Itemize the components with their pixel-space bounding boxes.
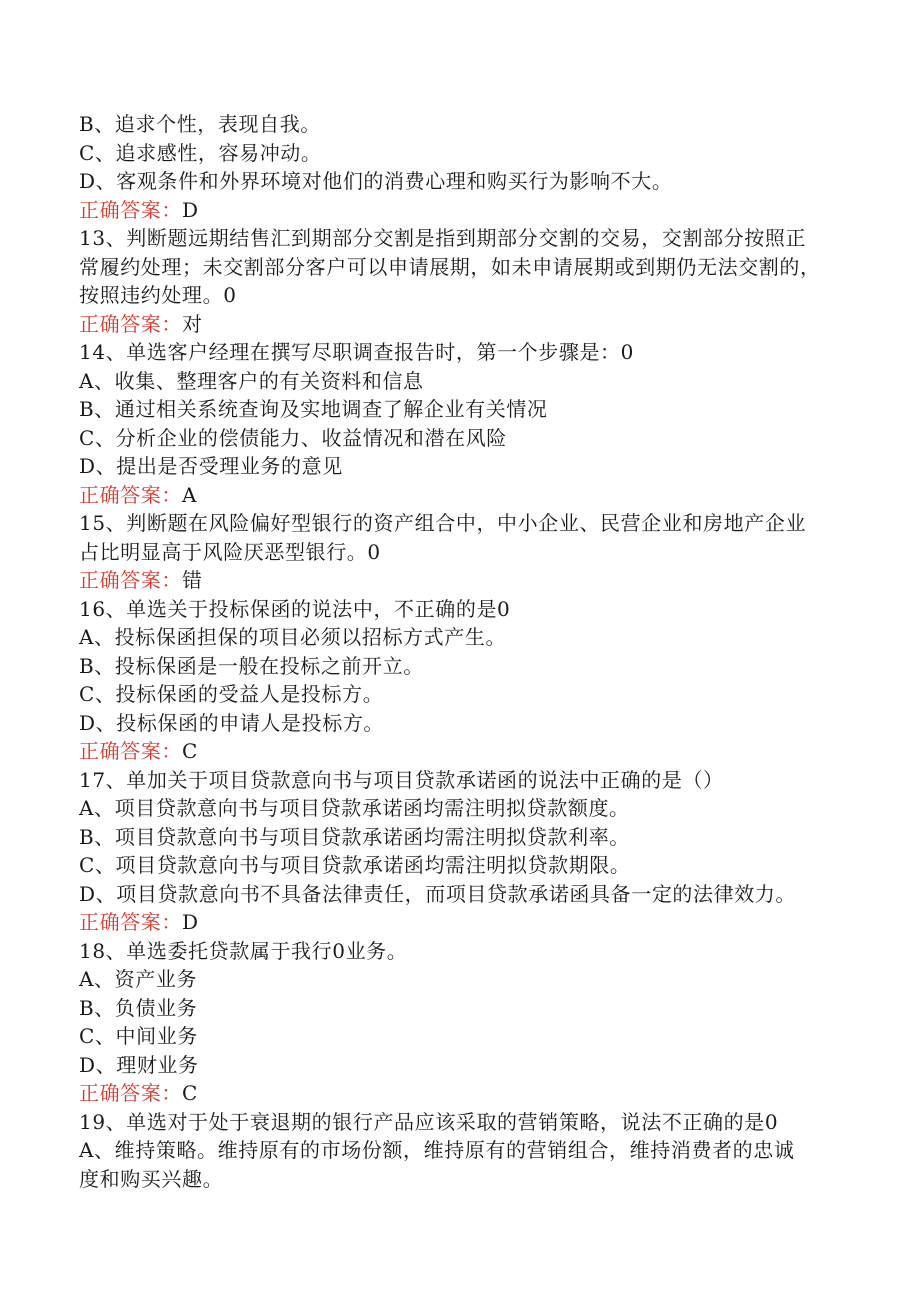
text-line: 18、单选委托贷款属于我行0业务。 bbox=[79, 938, 408, 963]
text-line: D、提出是否受理业务的意见 bbox=[79, 454, 343, 478]
text-line: B、追求个性，表现自我。 bbox=[79, 112, 321, 136]
answer-label: 正确答案： bbox=[79, 739, 182, 763]
text-line: D、理财业务 bbox=[79, 1052, 199, 1077]
answer-label: 正确答案： bbox=[79, 311, 182, 336]
text-line: C、项目贷款意向书与项目贷款承诺函均需注明拟贷款期限。 bbox=[79, 853, 631, 877]
answer-line bbox=[79, 1079, 849, 1108]
answer-value: C bbox=[182, 739, 198, 763]
text-line: A、项目贷款意向书与项目贷款承诺函均需注明拟贷款额度。 bbox=[79, 796, 630, 820]
answer-value: 对 bbox=[182, 311, 203, 336]
answer-value: D bbox=[182, 910, 199, 934]
text-line: D、客观条件和外界环境对他们的消费心理和购买行为影响不大。 bbox=[79, 169, 673, 193]
text-line: 占比明显高于风险厌恶型银行。0 bbox=[79, 539, 381, 564]
text-line: C、追求感性，容易冲动。 bbox=[79, 140, 322, 165]
text-line: B、通过相关系统查询及实地调查了解企业有关情况 bbox=[79, 397, 548, 421]
text-line: C、投标保函的受益人是投标方。 bbox=[79, 682, 384, 706]
answer-label: 正确答案： bbox=[79, 1081, 182, 1105]
answer-line bbox=[79, 908, 849, 937]
answer-label: 正确答案： bbox=[79, 197, 182, 222]
text-line: B、项目贷款意向书与项目贷款承诺函均需注明拟贷款利率。 bbox=[79, 824, 630, 849]
text-line: A、资产业务 bbox=[79, 967, 198, 991]
text-line: B、负债业务 bbox=[79, 995, 198, 1020]
answer-line bbox=[79, 310, 849, 339]
text-line: B、投标保函是一般在投标之前开立。 bbox=[79, 653, 424, 678]
answer-label: 正确答案： bbox=[79, 910, 182, 934]
text-line: D、投标保函的申请人是投标方。 bbox=[79, 710, 385, 735]
text-line: D、项目贷款意向书不具备法律责任，而项目贷款承诺函具备一定的法律效力。 bbox=[79, 881, 797, 906]
text-line: 常履约处理；未交割部分客户可以申请展期，如未申请展期或到期仍无法交割的， bbox=[79, 254, 821, 279]
text-line: 按照违约处理。0 bbox=[79, 283, 237, 307]
answer-line bbox=[79, 737, 849, 766]
text-line: 14、单选客户经理在撰写尽职调查报告时，第一个步骤是：0 bbox=[79, 340, 634, 364]
answer-label: 正确答案： bbox=[79, 568, 182, 592]
text-line: C、中间业务 bbox=[79, 1024, 198, 1048]
answer-label: 正确答案： bbox=[79, 482, 182, 507]
text-line: A、收集、整理客户的有关资料和信息 bbox=[79, 368, 424, 393]
text-line: 19、单选对于处于衰退期的银行产品应该采取的营销策略，说法不正确的是0 bbox=[79, 1109, 779, 1134]
text-line: A、投标保函担保的项目必须以招标方式产生。 bbox=[79, 625, 507, 649]
text-line: 15、判断题在风险偏好型银行的资产组合中，中小企业、民营企业和房地产企业 bbox=[79, 511, 807, 535]
text-line: 度和购买兴趣。 bbox=[79, 1166, 224, 1191]
text-line: A、维持策略。维持原有的市场份额，维持原有的营销组合，维持消费者的忠诚 bbox=[79, 1138, 795, 1162]
text-line: C、分析企业的偿债能力、收益情况和潜在风险 bbox=[79, 425, 507, 450]
answer-line bbox=[79, 566, 849, 595]
answer-value: 错 bbox=[182, 568, 203, 592]
text-line: 13、判断题远期结售汇到期部分交割是指到期部分交割的交易，交割部分按照正 bbox=[79, 226, 807, 250]
answer-line bbox=[79, 481, 849, 510]
answer-value: D bbox=[182, 197, 199, 222]
document-page bbox=[79, 110, 849, 1193]
answer-line bbox=[79, 196, 849, 225]
text-line: 16、单选关于投标保函的说法中，不正确的是0 bbox=[79, 596, 511, 621]
text-line: 17、单加关于项目贷款意向书与项目贷款承诺函的说法中正确的是（） bbox=[79, 767, 724, 792]
answer-value: A bbox=[182, 482, 198, 507]
answer-value: C bbox=[182, 1081, 198, 1105]
